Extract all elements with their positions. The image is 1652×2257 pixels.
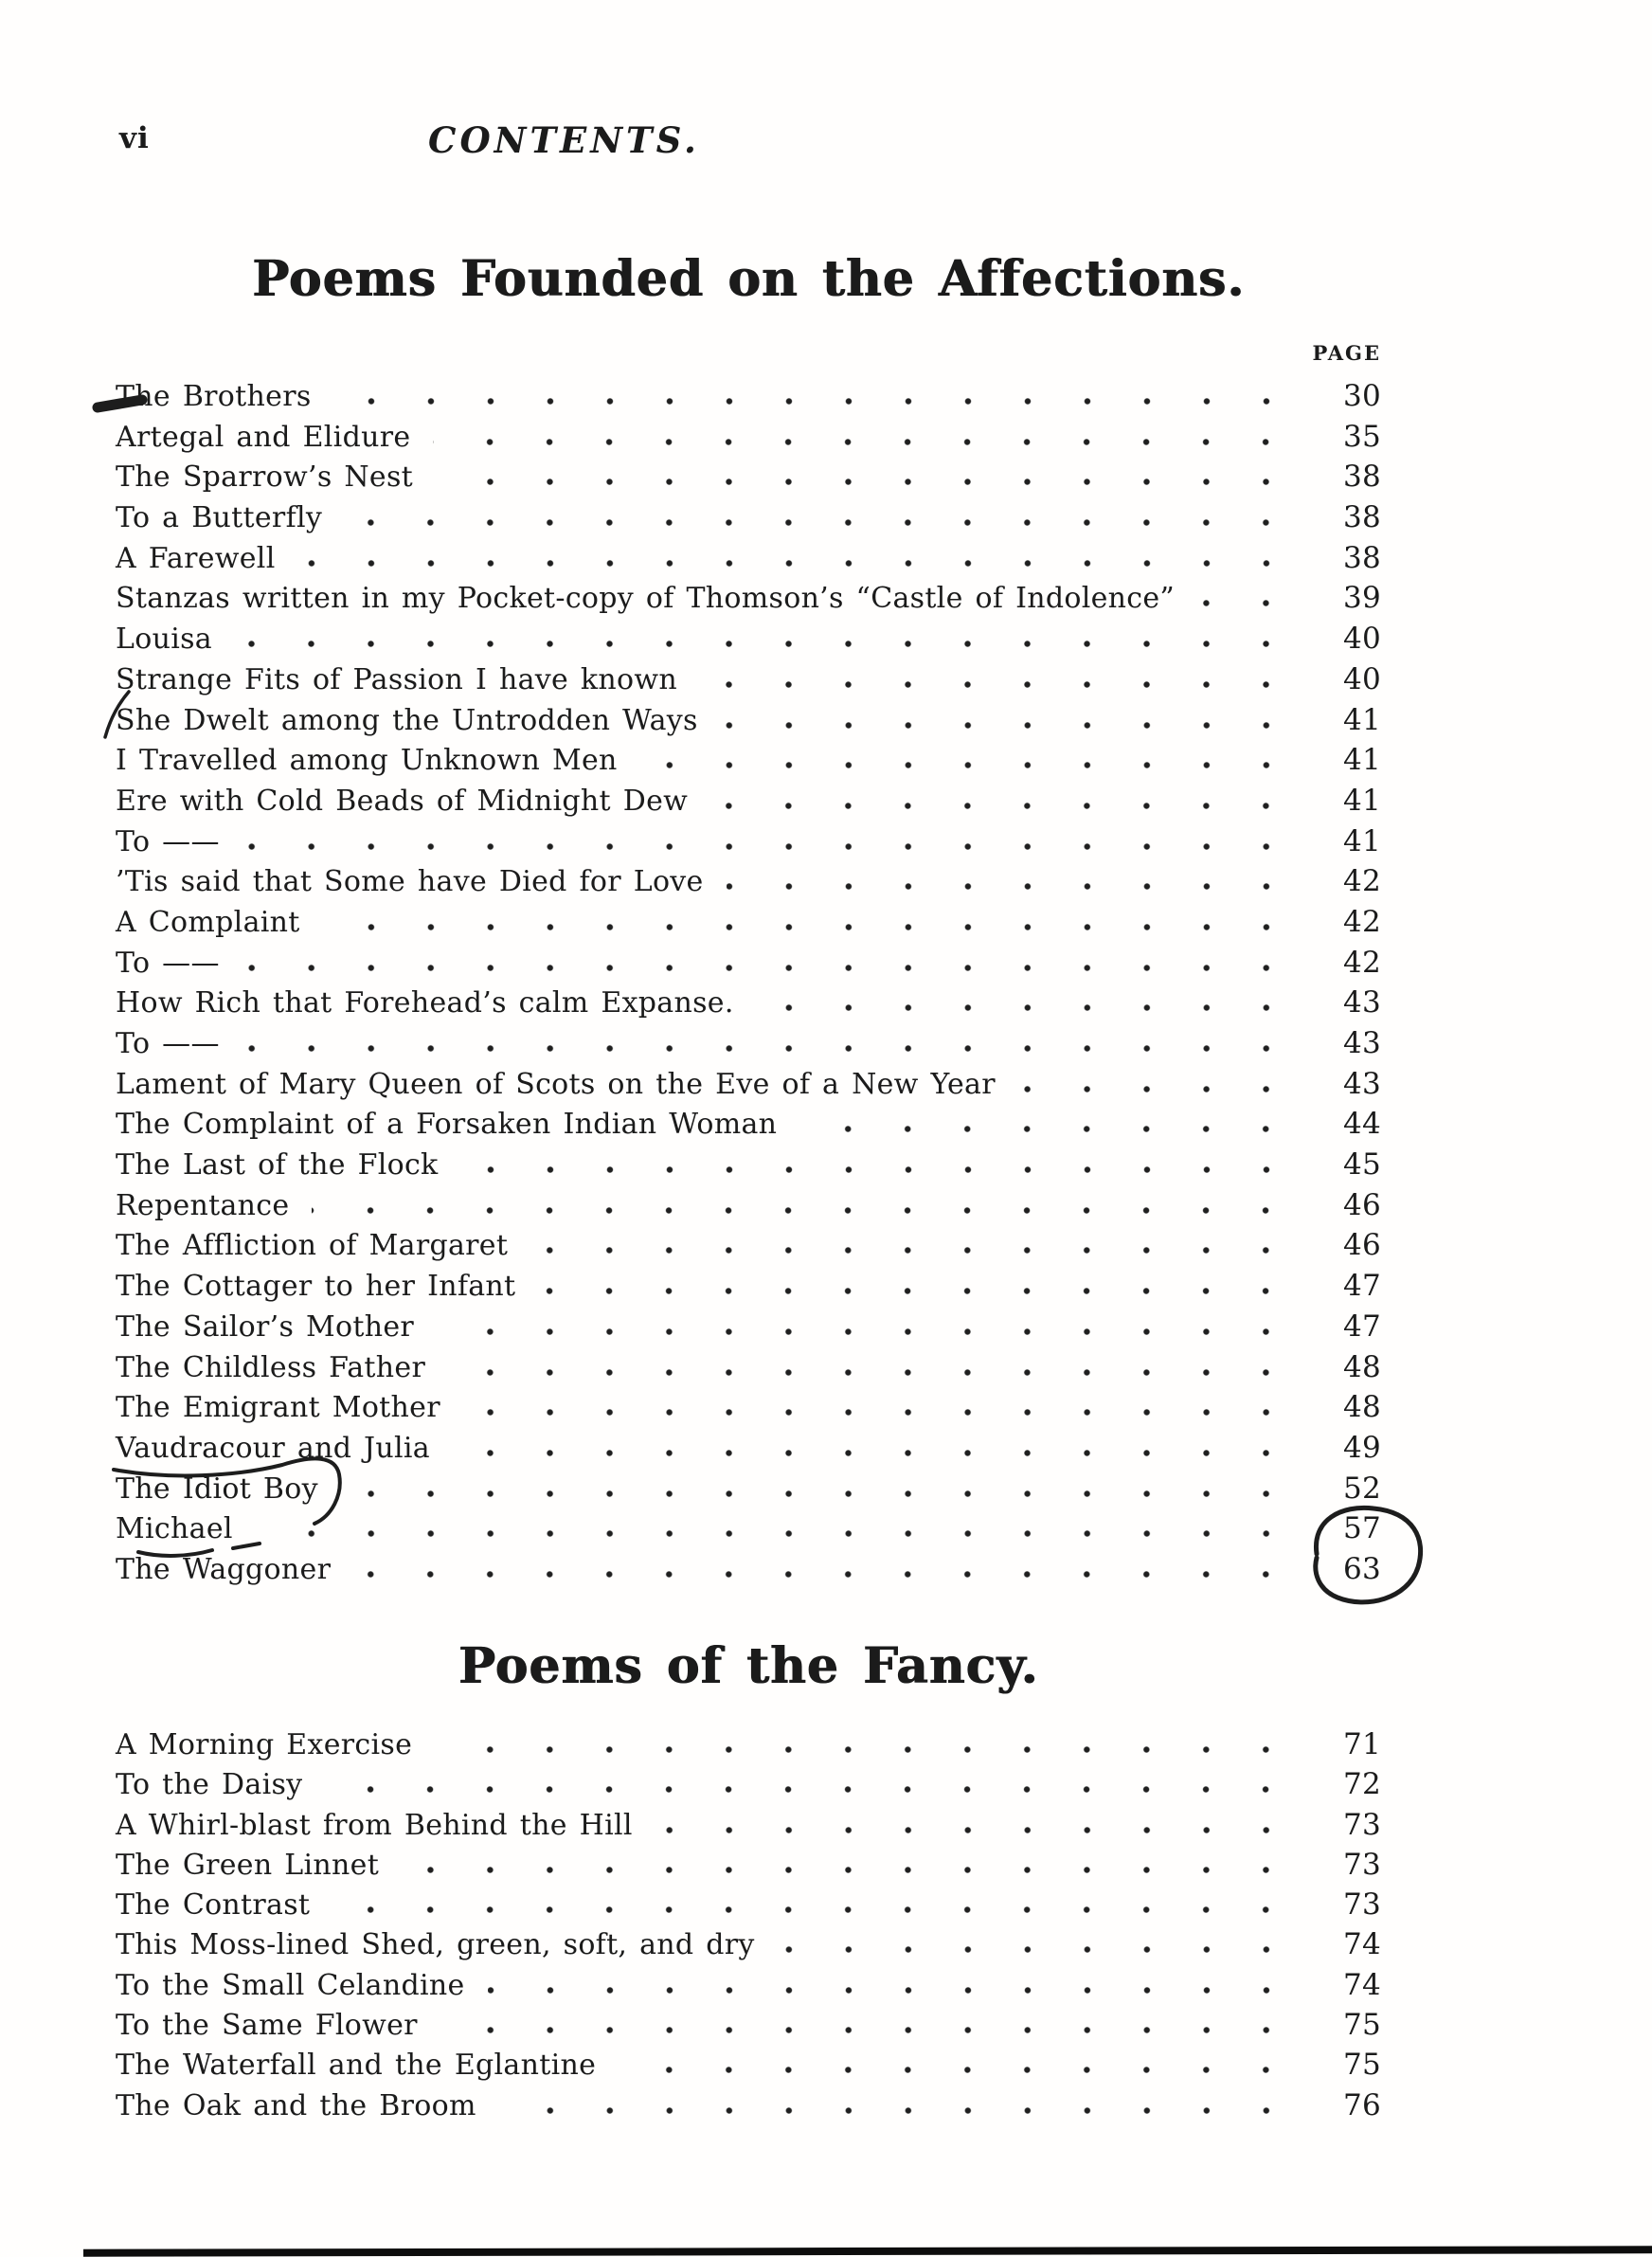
toc-entry-page: 42	[1342, 904, 1381, 939]
toc-entry-title: The Affliction of Margaret	[116, 1229, 509, 1263]
toc-entry	[116, 1727, 1381, 1767]
toc-entry	[116, 824, 1381, 865]
toc-entry	[116, 500, 1381, 541]
toc-entry-page: 74	[1342, 1967, 1381, 2002]
toc-entry	[116, 541, 1381, 582]
toc-entry-title: Stanzas written in my Pocket-copy of Thomson’s “Castle of Indolence”	[116, 582, 1176, 616]
toc-entry-page: 49	[1342, 1430, 1381, 1465]
toc-entry-page: 30	[1342, 379, 1381, 413]
toc-entry-title: The Contrast	[116, 1888, 311, 1923]
dot-leader	[325, 1785, 1296, 1794]
toc-entry	[116, 1767, 1381, 1807]
toc-entry-page: 46	[1342, 1187, 1381, 1222]
toc-entry-page: 72	[1342, 1767, 1381, 1802]
dot-leader	[334, 397, 1296, 406]
toc-entry-page: 74	[1342, 1927, 1381, 1962]
toc-entry-title: The Emigrant Mother	[116, 1391, 440, 1425]
toc-entry-page: 40	[1342, 661, 1381, 696]
toc-entry-page: 46	[1342, 1228, 1381, 1263]
toc-entry-page: 38	[1342, 540, 1381, 575]
toc-entry-title: To the Daisy	[116, 1768, 303, 1802]
toc-list-fancy	[116, 1727, 1381, 2128]
dot-leader	[448, 1368, 1296, 1377]
dot-leader	[799, 1125, 1296, 1133]
toc-entry-title: Strange Fits of Passion I have known	[116, 662, 677, 696]
dot-leader	[619, 2066, 1296, 2074]
toc-entry-page: 41	[1342, 702, 1381, 737]
dot-leader	[700, 680, 1296, 689]
dot-leader	[402, 1866, 1296, 1874]
dot-leader	[235, 640, 1296, 648]
dot-leader	[341, 1490, 1296, 1498]
toc-entry	[116, 420, 1381, 460]
toc-entry	[116, 1067, 1381, 1108]
toc-entry	[116, 1350, 1381, 1391]
toc-entry-page: 38	[1342, 500, 1381, 535]
toc-entry-page: 48	[1342, 1349, 1381, 1384]
toc-entry-title: Louisa	[116, 623, 212, 657]
dot-leader	[538, 1287, 1296, 1295]
toc-entry	[116, 2008, 1381, 2048]
dot-leader	[778, 1945, 1296, 1954]
toc-entry	[116, 1309, 1381, 1350]
toc-entry	[116, 1026, 1381, 1067]
toc-entry-page: 45	[1342, 1147, 1381, 1183]
toc-entry	[116, 622, 1381, 662]
running-head: CONTENTS.	[428, 119, 700, 161]
toc-entry	[116, 1887, 1381, 1927]
toc-entry-title: To ——	[116, 1027, 220, 1060]
dot-leader	[710, 802, 1296, 810]
toc-entry-title: The Cottager to her Infant	[116, 1270, 516, 1304]
dot-leader	[256, 1529, 1296, 1538]
toc-entry-page: 39	[1342, 581, 1381, 616]
toc-entry-title: The Childless Father	[116, 1350, 426, 1384]
toc-entry	[116, 1552, 1381, 1593]
toc-entry-page: 63	[1342, 1551, 1381, 1586]
toc-entry-title: The Green Linnet	[116, 1848, 380, 1882]
dot-leader	[312, 1206, 1296, 1215]
toc-entry-page: 43	[1342, 985, 1381, 1020]
dot-leader	[530, 1246, 1296, 1255]
toc-entry-title: I Travelled among Unknown Men	[116, 744, 618, 778]
dot-leader	[332, 1905, 1296, 1914]
dot-leader	[242, 842, 1296, 851]
toc-entry	[116, 703, 1381, 744]
toc-list-affections	[116, 379, 1381, 1593]
toc-entry-title: To the Same Flower	[116, 2009, 418, 2043]
toc-entry-title: The Oak and the Broom	[116, 2088, 476, 2122]
dot-leader	[435, 1745, 1296, 1754]
toc-entry-page: 47	[1342, 1309, 1381, 1344]
toc-entry-page: 35	[1342, 419, 1381, 454]
toc-entry	[116, 1511, 1381, 1552]
toc-entry-page: 41	[1342, 783, 1381, 818]
toc-entry-page: 38	[1342, 460, 1381, 495]
folio-number: vi	[119, 121, 150, 155]
toc-entry	[116, 905, 1381, 946]
dot-leader	[727, 882, 1296, 891]
toc-entry-page: 42	[1342, 945, 1381, 980]
toc-entry	[116, 743, 1381, 784]
dot-leader	[721, 721, 1296, 730]
dot-leader	[298, 559, 1296, 568]
toc-entry-page: 48	[1342, 1390, 1381, 1425]
dot-leader	[640, 761, 1296, 769]
toc-entry	[116, 1431, 1381, 1472]
toc-entry-title: The Sailor’s Mother	[116, 1309, 415, 1344]
dot-leader	[437, 1327, 1296, 1336]
dot-leader	[345, 518, 1296, 527]
toc-entry-title: To ——	[116, 946, 220, 980]
toc-entry	[116, 2048, 1381, 2087]
scan-edge-artifact	[83, 2246, 1652, 2256]
toc-entry-title: She Dwelt among the Untrodden Ways	[116, 703, 698, 737]
toc-entry-title: Vaudracour and Julia	[116, 1431, 430, 1465]
toc-entry-page: 76	[1342, 2087, 1381, 2122]
toc-entry-page: 43	[1342, 1026, 1381, 1060]
dot-leader	[323, 923, 1296, 931]
dot-leader	[242, 964, 1296, 972]
page-column-label: PAGE	[1312, 341, 1381, 365]
section-heading-affections: Poems Founded on the Affections.	[251, 250, 1246, 308]
toc-entry-title: To ——	[116, 824, 220, 858]
toc-entry-page: 43	[1342, 1066, 1381, 1101]
toc-entry-title: A Morning Exercise	[116, 1728, 413, 1761]
toc-entry-title: ’Tis said that Some have Died for Love	[116, 865, 704, 899]
toc-entry-page: 73	[1342, 1887, 1381, 1923]
toc-entry-page: 44	[1342, 1107, 1381, 1142]
toc-entry	[116, 985, 1381, 1026]
toc-entry-title: The Waggoner	[116, 1552, 332, 1586]
toc-entry-page: 75	[1342, 2008, 1381, 2043]
toc-entry	[116, 1927, 1381, 1967]
dot-leader	[499, 2106, 1296, 2115]
toc-entry-page: 41	[1342, 823, 1381, 858]
toc-entry-title: Ere with Cold Beads of Midnight Dew	[116, 784, 689, 818]
dot-leader	[1197, 599, 1296, 607]
dot-leader	[463, 1408, 1296, 1417]
dot-leader	[655, 1826, 1296, 1834]
toc-entry-page: 40	[1342, 622, 1381, 657]
toc-entry-title: To a Butterfly	[116, 501, 323, 535]
toc-entry	[116, 1808, 1381, 1848]
dot-leader	[436, 478, 1296, 486]
toc-entry-page: 42	[1342, 864, 1381, 899]
dot-leader	[353, 1570, 1296, 1579]
dot-leader	[242, 1044, 1296, 1053]
toc-entry-title: To the Small Celandine	[116, 1968, 465, 2002]
toc-entry-title: The Waterfall and the Eglantine	[116, 2049, 597, 2083]
toc-entry	[116, 1107, 1381, 1147]
toc-entry	[116, 1390, 1381, 1431]
toc-entry	[116, 1147, 1381, 1188]
toc-entry-title: A Complaint	[116, 905, 300, 939]
toc-entry	[116, 1848, 1381, 1887]
toc-entry-page: 73	[1342, 1847, 1381, 1882]
toc-entry	[116, 784, 1381, 824]
section-heading-fancy: Poems of the Fancy.	[458, 1637, 1039, 1695]
dot-leader	[461, 1165, 1296, 1174]
toc-entry-title: This Moss-lined Shed, green, soft, and dry	[116, 1928, 755, 1962]
toc-entry	[116, 460, 1381, 500]
toc-entry-title: Michael	[116, 1512, 233, 1546]
toc-entry	[116, 1188, 1381, 1229]
toc-entry-page: 57	[1342, 1511, 1381, 1546]
dot-leader	[440, 2026, 1296, 2034]
toc-entry-title: A Whirl-blast from Behind the Hill	[116, 1808, 633, 1842]
toc-entry-page: 47	[1342, 1269, 1381, 1304]
toc-entry-page: 75	[1342, 2048, 1381, 2083]
toc-entry-title: A Farewell	[116, 541, 276, 575]
toc-entry	[116, 946, 1381, 986]
dot-leader	[1018, 1085, 1296, 1093]
toc-entry-page: 71	[1342, 1727, 1381, 1761]
toc-entry-title: Repentance	[116, 1188, 290, 1222]
toc-entry-page: 73	[1342, 1807, 1381, 1842]
toc-entry	[116, 2088, 1381, 2128]
toc-entry-title: The Last of the Flock	[116, 1148, 439, 1183]
dot-leader	[757, 1003, 1296, 1012]
toc-entry	[116, 864, 1381, 905]
toc-entry-title: The Sparrow’s Nest	[116, 460, 414, 495]
toc-entry-title: Lament of Mary Queen of Scots on the Eve of a New Year	[116, 1067, 996, 1101]
dot-leader	[488, 1986, 1296, 1995]
toc-entry-title: Artegal and Elidure	[116, 420, 411, 454]
toc-entry-page: 41	[1342, 743, 1381, 778]
toc-entry-title: The Complaint of a Forsaken Indian Woman	[116, 1108, 778, 1142]
toc-entry	[116, 1968, 1381, 2008]
toc-entry	[116, 1228, 1381, 1269]
toc-entry	[116, 379, 1381, 420]
toc-entry	[116, 1269, 1381, 1309]
toc-entry-page: 52	[1342, 1471, 1381, 1506]
toc-entry	[116, 581, 1381, 622]
toc-entry-title: The Brothers	[116, 380, 312, 413]
dot-leader	[453, 1449, 1296, 1457]
toc-entry	[116, 662, 1381, 703]
toc-entry-title: The Idiot Boy	[116, 1472, 318, 1506]
toc-entry	[116, 1472, 1381, 1512]
dot-leader	[433, 438, 1296, 446]
toc-entry-title: How Rich that Forehead’s calm Expanse.	[116, 986, 734, 1020]
